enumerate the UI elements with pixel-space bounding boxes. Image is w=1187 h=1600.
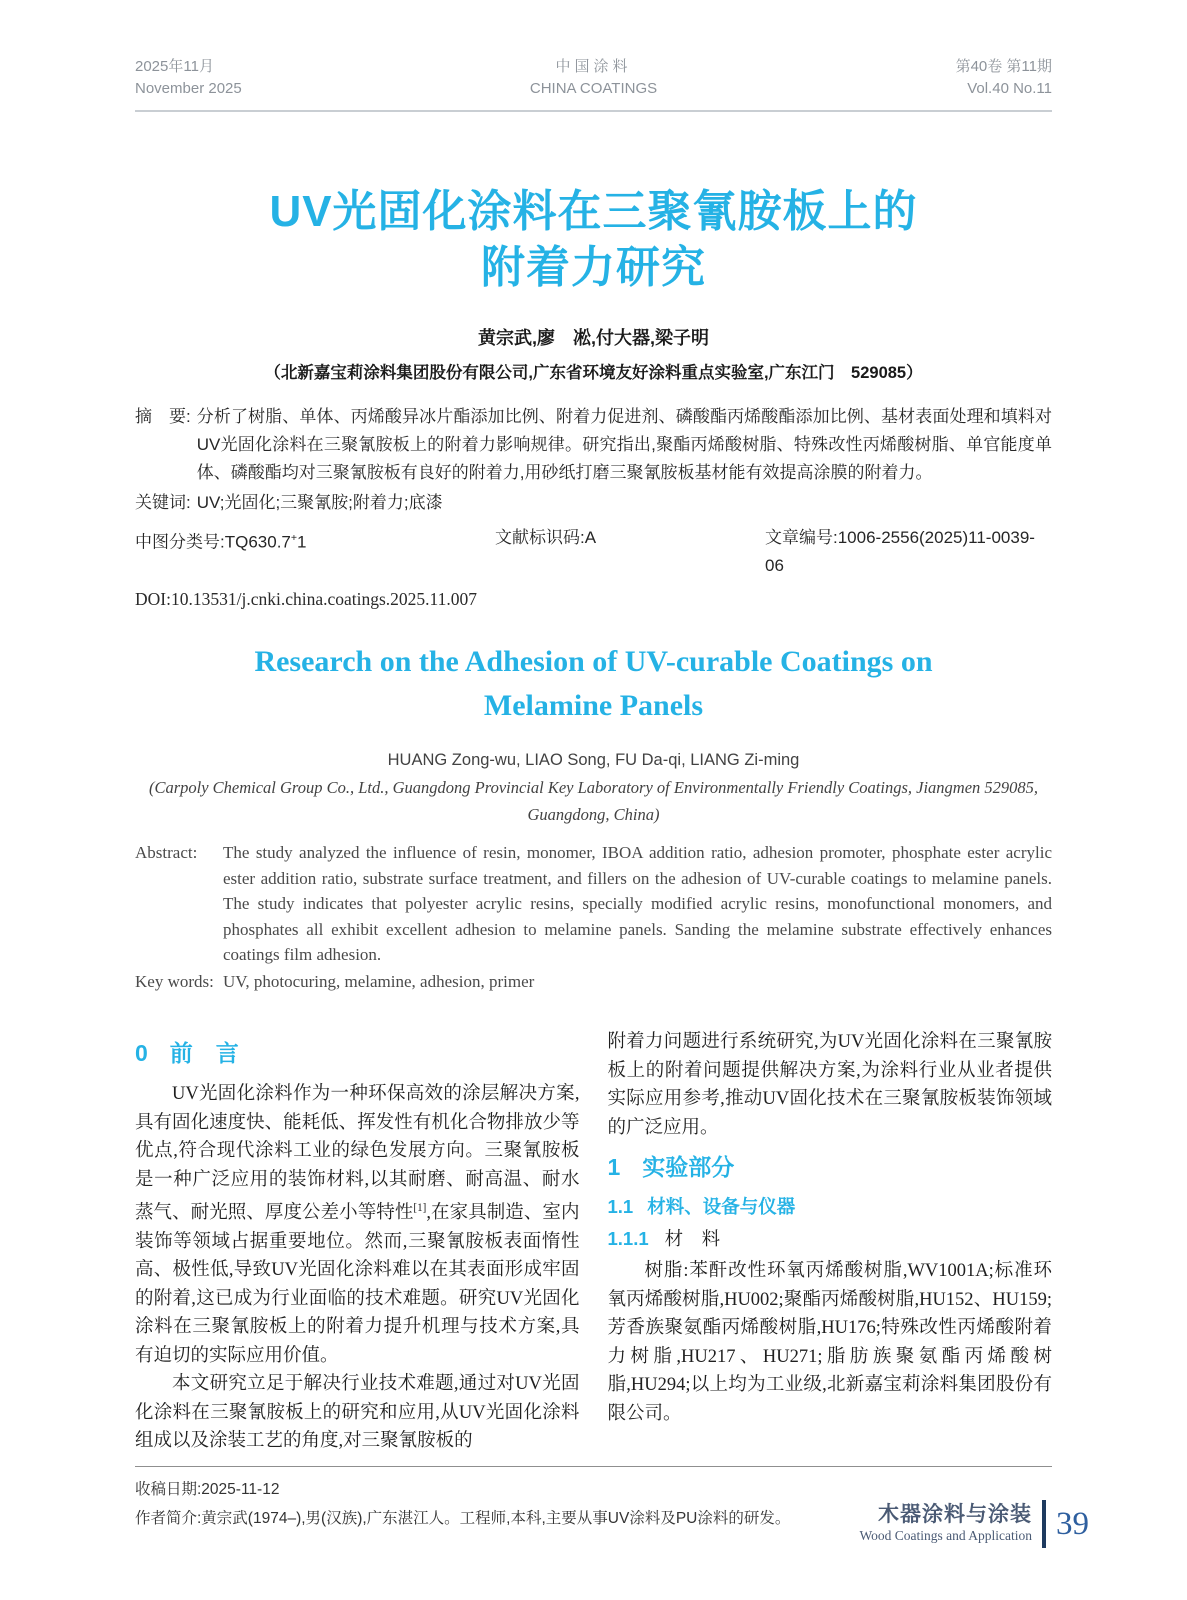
header-issue-en: Vol.40 No.11: [967, 80, 1052, 97]
subsubsection-number: 1.1.1: [607, 1228, 649, 1249]
header-date: [135, 56, 530, 100]
article-title-cn-line1: UV光固化涂料在三聚氰胺板上的: [269, 187, 918, 236]
abstract-cn: [135, 403, 1052, 487]
author-bio: 作者简介:黄宗武(1974–),男(汉族),广东湛江人。工程师,本科,主要从事UV涂料及PU涂料的研发。: [135, 1509, 791, 1527]
abstract-cn-label: 摘 要:: [135, 407, 191, 426]
journal-section: [859, 1503, 1032, 1545]
affiliation-en: (Carpoly Chemical Group Co., Ltd., Guangdong Provincial Key Laboratory of Environmentally Friendly Coatings, Jiangmen 529085, Guangdong, China): [148, 778, 1039, 824]
section-title: 实验部分: [642, 1154, 735, 1180]
article-title-cn: [135, 184, 1052, 296]
page-badge: [859, 1500, 1089, 1548]
section-number: 1: [607, 1154, 621, 1180]
authors-cn: 黄宗武,廖 凇,付大器,梁子明: [477, 328, 709, 348]
received-date: 收稿日期:2025-11-12: [135, 1480, 280, 1498]
subsection-heading-1-1: [608, 1194, 1053, 1220]
abstract-en-text: The study analyzed the influence of resin, monomer, IBOA addition ratio, adhesion promoter, phosphate ester acrylic ester addition ratio, substrate surface treatment, and fillers on the adhesion of UV-curable coatings to melamine panels. The study indicates that polyester acrylic resins, specially modified acrylic resins, monofunctional monomers, and phosphates all exhibit excellent adhesion to melamine panels. Sanding the melamine substrate effectively enhances coatings film adhesion.: [223, 843, 1052, 964]
abstract-cn-text: 分析了树脂、单体、丙烯酸异冰片酯添加比例、附着力促进剂、磷酸酯丙烯酸酯添加比例、基材表面处理和填料对UV光固化涂料在三聚氰胺板上的附着力影响规律。研究指出,聚酯丙烯酸树脂、特殊改性丙烯酸树脂、单官能度单体、磷酸酯均对三聚氰胺板有良好的附着力,用砂纸打磨三聚氰胺板基材能有效提高涂膜的附着力。: [196, 407, 1052, 482]
keywords-cn-text: UV;光固化;三聚氰胺;附着力;底漆: [196, 493, 443, 512]
keywords-en-label: Key words:: [135, 971, 214, 991]
section-title: 前 言: [169, 1040, 239, 1066]
keywords-cn-label: 关键词:: [135, 493, 191, 512]
paragraph: 树脂:苯酐改性环氧丙烯酸树脂,WV1001A;标准环氧丙烯酸树脂,HU002;聚酯丙烯酸树脂,HU152、HU159;芳香族聚氨酯丙烯酸树脂,HU176;特殊改性丙烯酸附着力树脂,HU217、HU271;脂肪族聚氨酯丙烯酸树脂,HU294;以上均为工业级,北新嘉宝莉涂料集团股份有限公司。: [607, 1261, 1052, 1424]
header-date-cn: 2025年11月: [135, 58, 214, 75]
paragraph: UV光固化涂料作为一种环保高效的涂层解决方案,具有固化速度快、能耗低、挥发性有机化合物排放少等优点,符合现代涂料工业的绿色发展方向。三聚氰胺板是一种广泛应用的装饰材料,以其耐磨、耐高温、耐水蒸气、耐光照、厚度公差小等特性[1],在家具制造、室内装饰等领域占据重要地位。然而,三聚氰胺板表面惰性高、极性低,导致UV光固化涂料难以在其表面形成牢固的附着,这已成为行业面临的技术难题。研究UV光固化涂料在三聚氰胺板上的附着力提升机理与技术方案,具有迫切的实际应用价值。: [135, 1084, 580, 1366]
header-issue: [657, 56, 1052, 100]
subsubsection-heading-1-1-1: [608, 1226, 1053, 1253]
body-column-left: [135, 1028, 580, 1456]
clc-superscript: +: [290, 532, 298, 544]
affiliation-cn: （北新嘉宝莉涂料集团股份有限公司,广东省环境友好涂料重点实验室,广东江门 529085）: [264, 364, 923, 382]
article-title-en-line2: Melamine Panels: [483, 689, 704, 722]
journal-section-cn: 木器涂料与涂装: [878, 1503, 1032, 1526]
page-number: 39: [1056, 1506, 1089, 1542]
article-title-en-line1: Research on the Adhesion of UV-curable Coatings on: [254, 645, 933, 678]
paragraph: 本文研究立足于解决行业技术难题,通过对UV光固化涂料在三聚氰胺板上的研究和应用,从UV光固化涂料组成以及涂装工艺的角度,对三聚氰胺板的: [135, 1374, 580, 1452]
header-issue-cn: 第40卷 第11期: [955, 58, 1052, 75]
abstract-en: [135, 840, 1052, 968]
citation-mark: [1]: [413, 1202, 427, 1214]
section-heading-0: [135, 1038, 580, 1068]
section-number: 0: [135, 1040, 148, 1066]
journal-section-en: Wood Coatings and Application: [859, 1528, 1032, 1543]
subsection-title: 材料、设备与仪器: [647, 1196, 796, 1217]
journal-header: [135, 0, 1052, 112]
subsection-number: 1.1: [607, 1196, 634, 1217]
header-journal-en: CHINA COATINGS: [529, 80, 658, 97]
document-code: 文献标识码:A: [495, 528, 597, 547]
article-title-en: [135, 640, 1052, 728]
header-journal: [530, 56, 657, 100]
article-id: 文章编号:1006-2556(2025)11-0039-06: [765, 528, 1035, 575]
header-journal-cn: 中国涂料: [555, 58, 632, 75]
article-title-cn-line2: 附着力研究: [481, 243, 706, 292]
abstract-en-label: Abstract:: [135, 843, 198, 862]
badge-divider-bar: [1042, 1500, 1046, 1548]
paragraph: 附着力问题进行系统研究,为UV光固化涂料在三聚氰胺板上的附着问题提供解决方案,为涂料行业从业者提供实际应用参考,推动UV固化技术在三聚氰胺板装饰领域的广泛应用。: [607, 1032, 1052, 1138]
keywords-en: [135, 969, 1052, 995]
subsubsection-title: 材 料: [664, 1230, 721, 1250]
meta-row: [135, 524, 1052, 580]
keywords-cn: [135, 489, 1052, 517]
doi: DOI:10.13531/j.cnki.china.coatings.2025.11.007: [135, 589, 478, 609]
authors-en: HUANG Zong-wu, LIAO Song, FU Da-qi, LIANG Zi-ming: [387, 751, 800, 769]
header-date-en: November 2025: [135, 80, 242, 97]
section-heading-1: [608, 1152, 1053, 1182]
keywords-en-text: UV, photocuring, melamine, adhesion, primer: [223, 971, 535, 991]
body-columns: [135, 1028, 1052, 1456]
body-column-right: [608, 1028, 1053, 1456]
clc-number: 中图分类号:TQ630.7+1: [135, 532, 307, 552]
